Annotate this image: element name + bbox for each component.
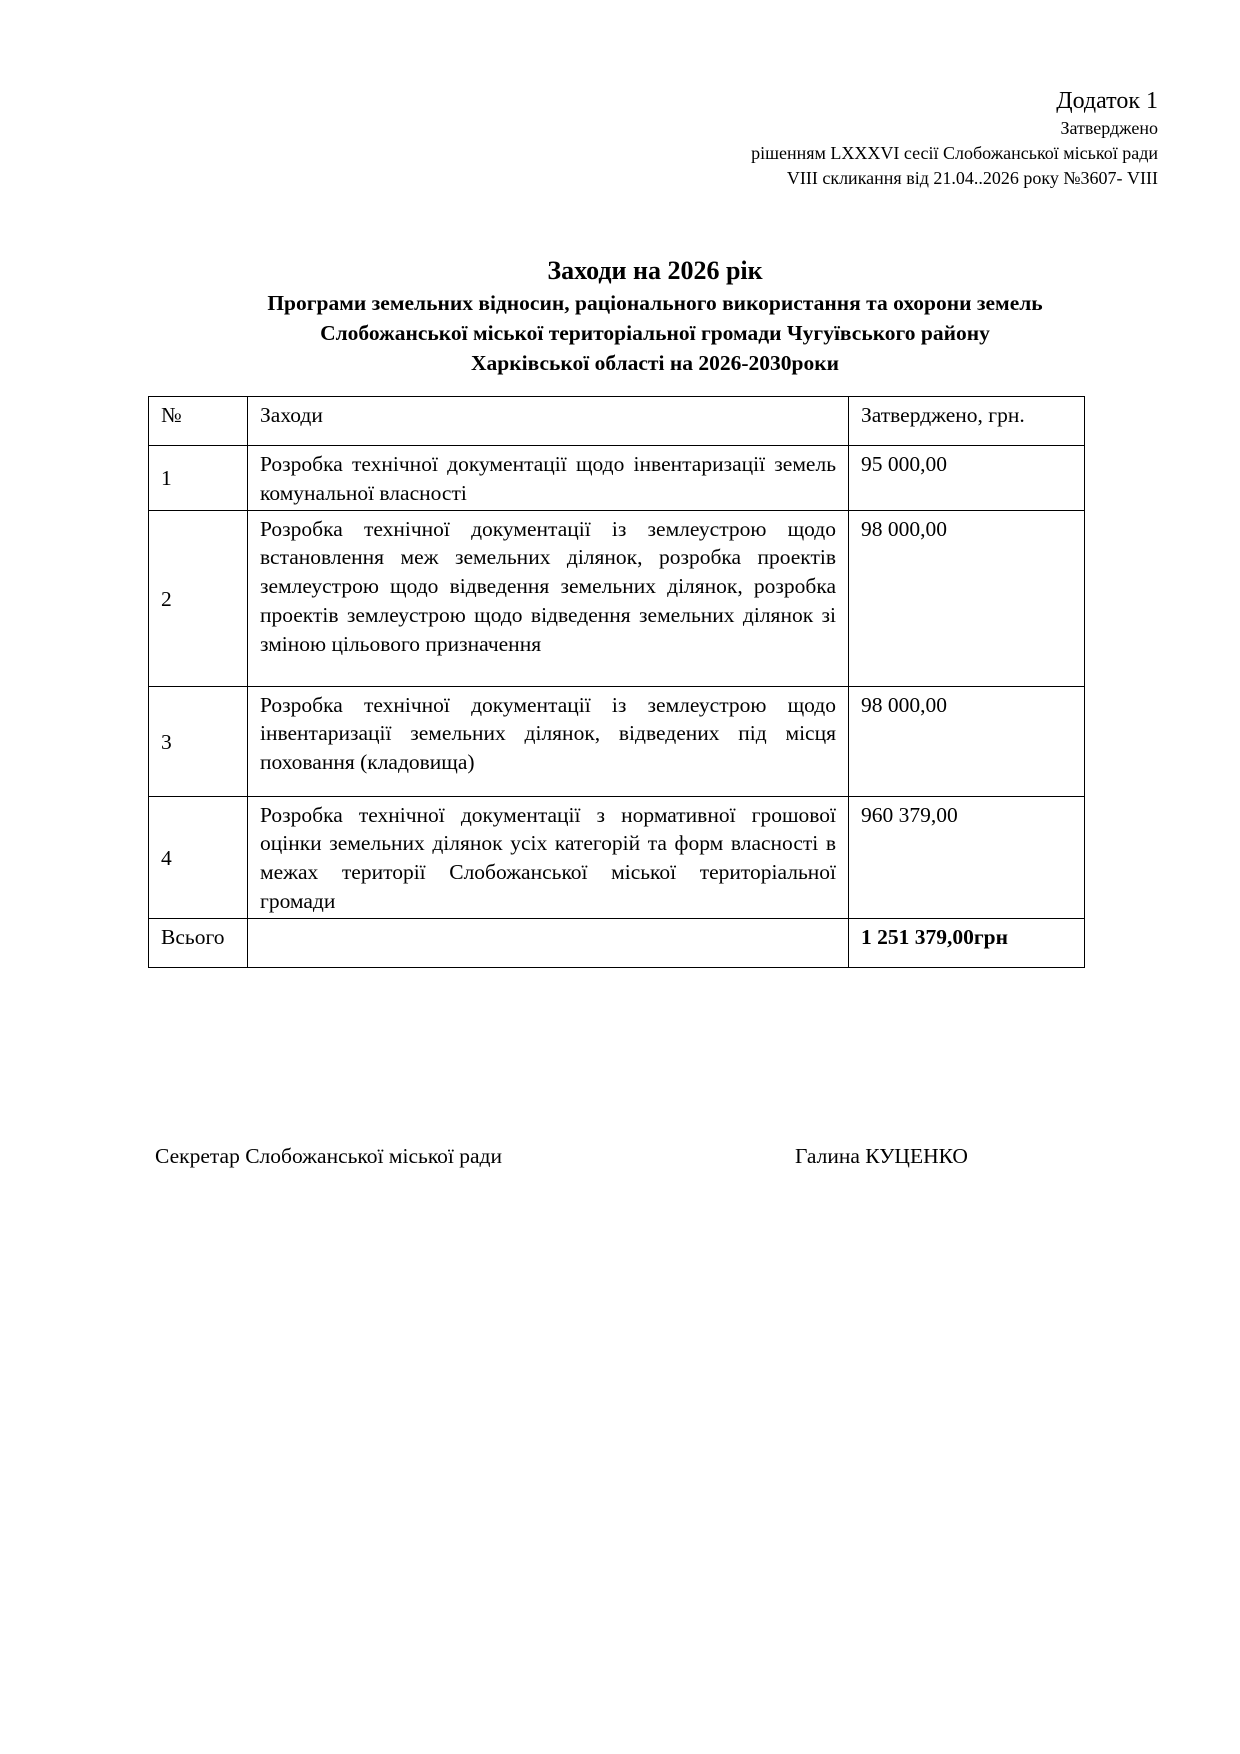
table-row — [149, 796, 1085, 918]
row-no: 4 — [149, 796, 248, 918]
row-no: 1 — [149, 446, 248, 511]
header-measures: Заходи — [248, 397, 849, 446]
appendix-label: Додаток 1 — [1056, 88, 1158, 114]
row-amount: 95 000,00 — [849, 446, 1085, 511]
header-approved: Затверджено, грн. — [849, 397, 1085, 446]
row-no: 3 — [149, 686, 248, 796]
row-measure: Розробка технічної документації з нормативної грошової оцінки земельних ділянок усіх категорій та форм власності в межах території Слобожанської міської територіальної громади — [248, 796, 849, 918]
approval-convocation: VIII скликання від 21.04..2026 року №3607- VIII — [786, 168, 1158, 188]
approval-block — [751, 86, 1158, 191]
table-row — [149, 446, 1085, 511]
row-no: 2 — [149, 510, 248, 686]
measures-table — [148, 396, 1085, 968]
table-row — [149, 510, 1085, 686]
approved-label: Затверджено — [1060, 118, 1158, 138]
row-amount: 98 000,00 — [849, 510, 1085, 686]
approval-decision: рішенням LXXXVI сесії Слобожанської міської ради — [751, 143, 1158, 163]
header-no: № — [149, 397, 248, 446]
row-measure: Розробка технічної документації із землеустрою щодо інвентаризації земельних ділянок, відведених під місця поховання (кладовища) — [248, 686, 849, 796]
total-label: Всього — [149, 918, 248, 967]
signature-name: Галина КУЦЕНКО — [795, 1144, 968, 1168]
page-title: Заходи на 2026 рік — [547, 256, 763, 285]
table-row — [149, 686, 1085, 796]
subtitle-line: Слобожанської міської територіальної громади Чугуївського району — [320, 321, 990, 345]
total-amount: 1 251 379,00грн — [849, 918, 1085, 967]
table-total-row — [149, 918, 1085, 967]
subtitle-line: Харківської області на 2026-2030роки — [471, 351, 839, 375]
row-measure: Розробка технічної документації із землеустрою щодо встановлення меж земельних ділянок, розробка проектів землеустрою щодо відведення земельних ділянок, розробка проектів землеустрою щодо відведення земельних ділянок зі зміною цільового призначення — [248, 510, 849, 686]
title-block — [0, 254, 1240, 378]
subtitle-line: Програми земельних відносин, раціонального використання та охорони земель — [267, 291, 1043, 315]
row-amount: 98 000,00 — [849, 686, 1085, 796]
total-empty — [248, 918, 849, 967]
row-measure: Розробка технічної документації щодо інвентаризації земель комунальної власності — [248, 446, 849, 511]
row-amount: 960 379,00 — [849, 796, 1085, 918]
table-header-row — [149, 397, 1085, 446]
signature-position: Секретар Слобожанської міської ради — [155, 1144, 503, 1168]
